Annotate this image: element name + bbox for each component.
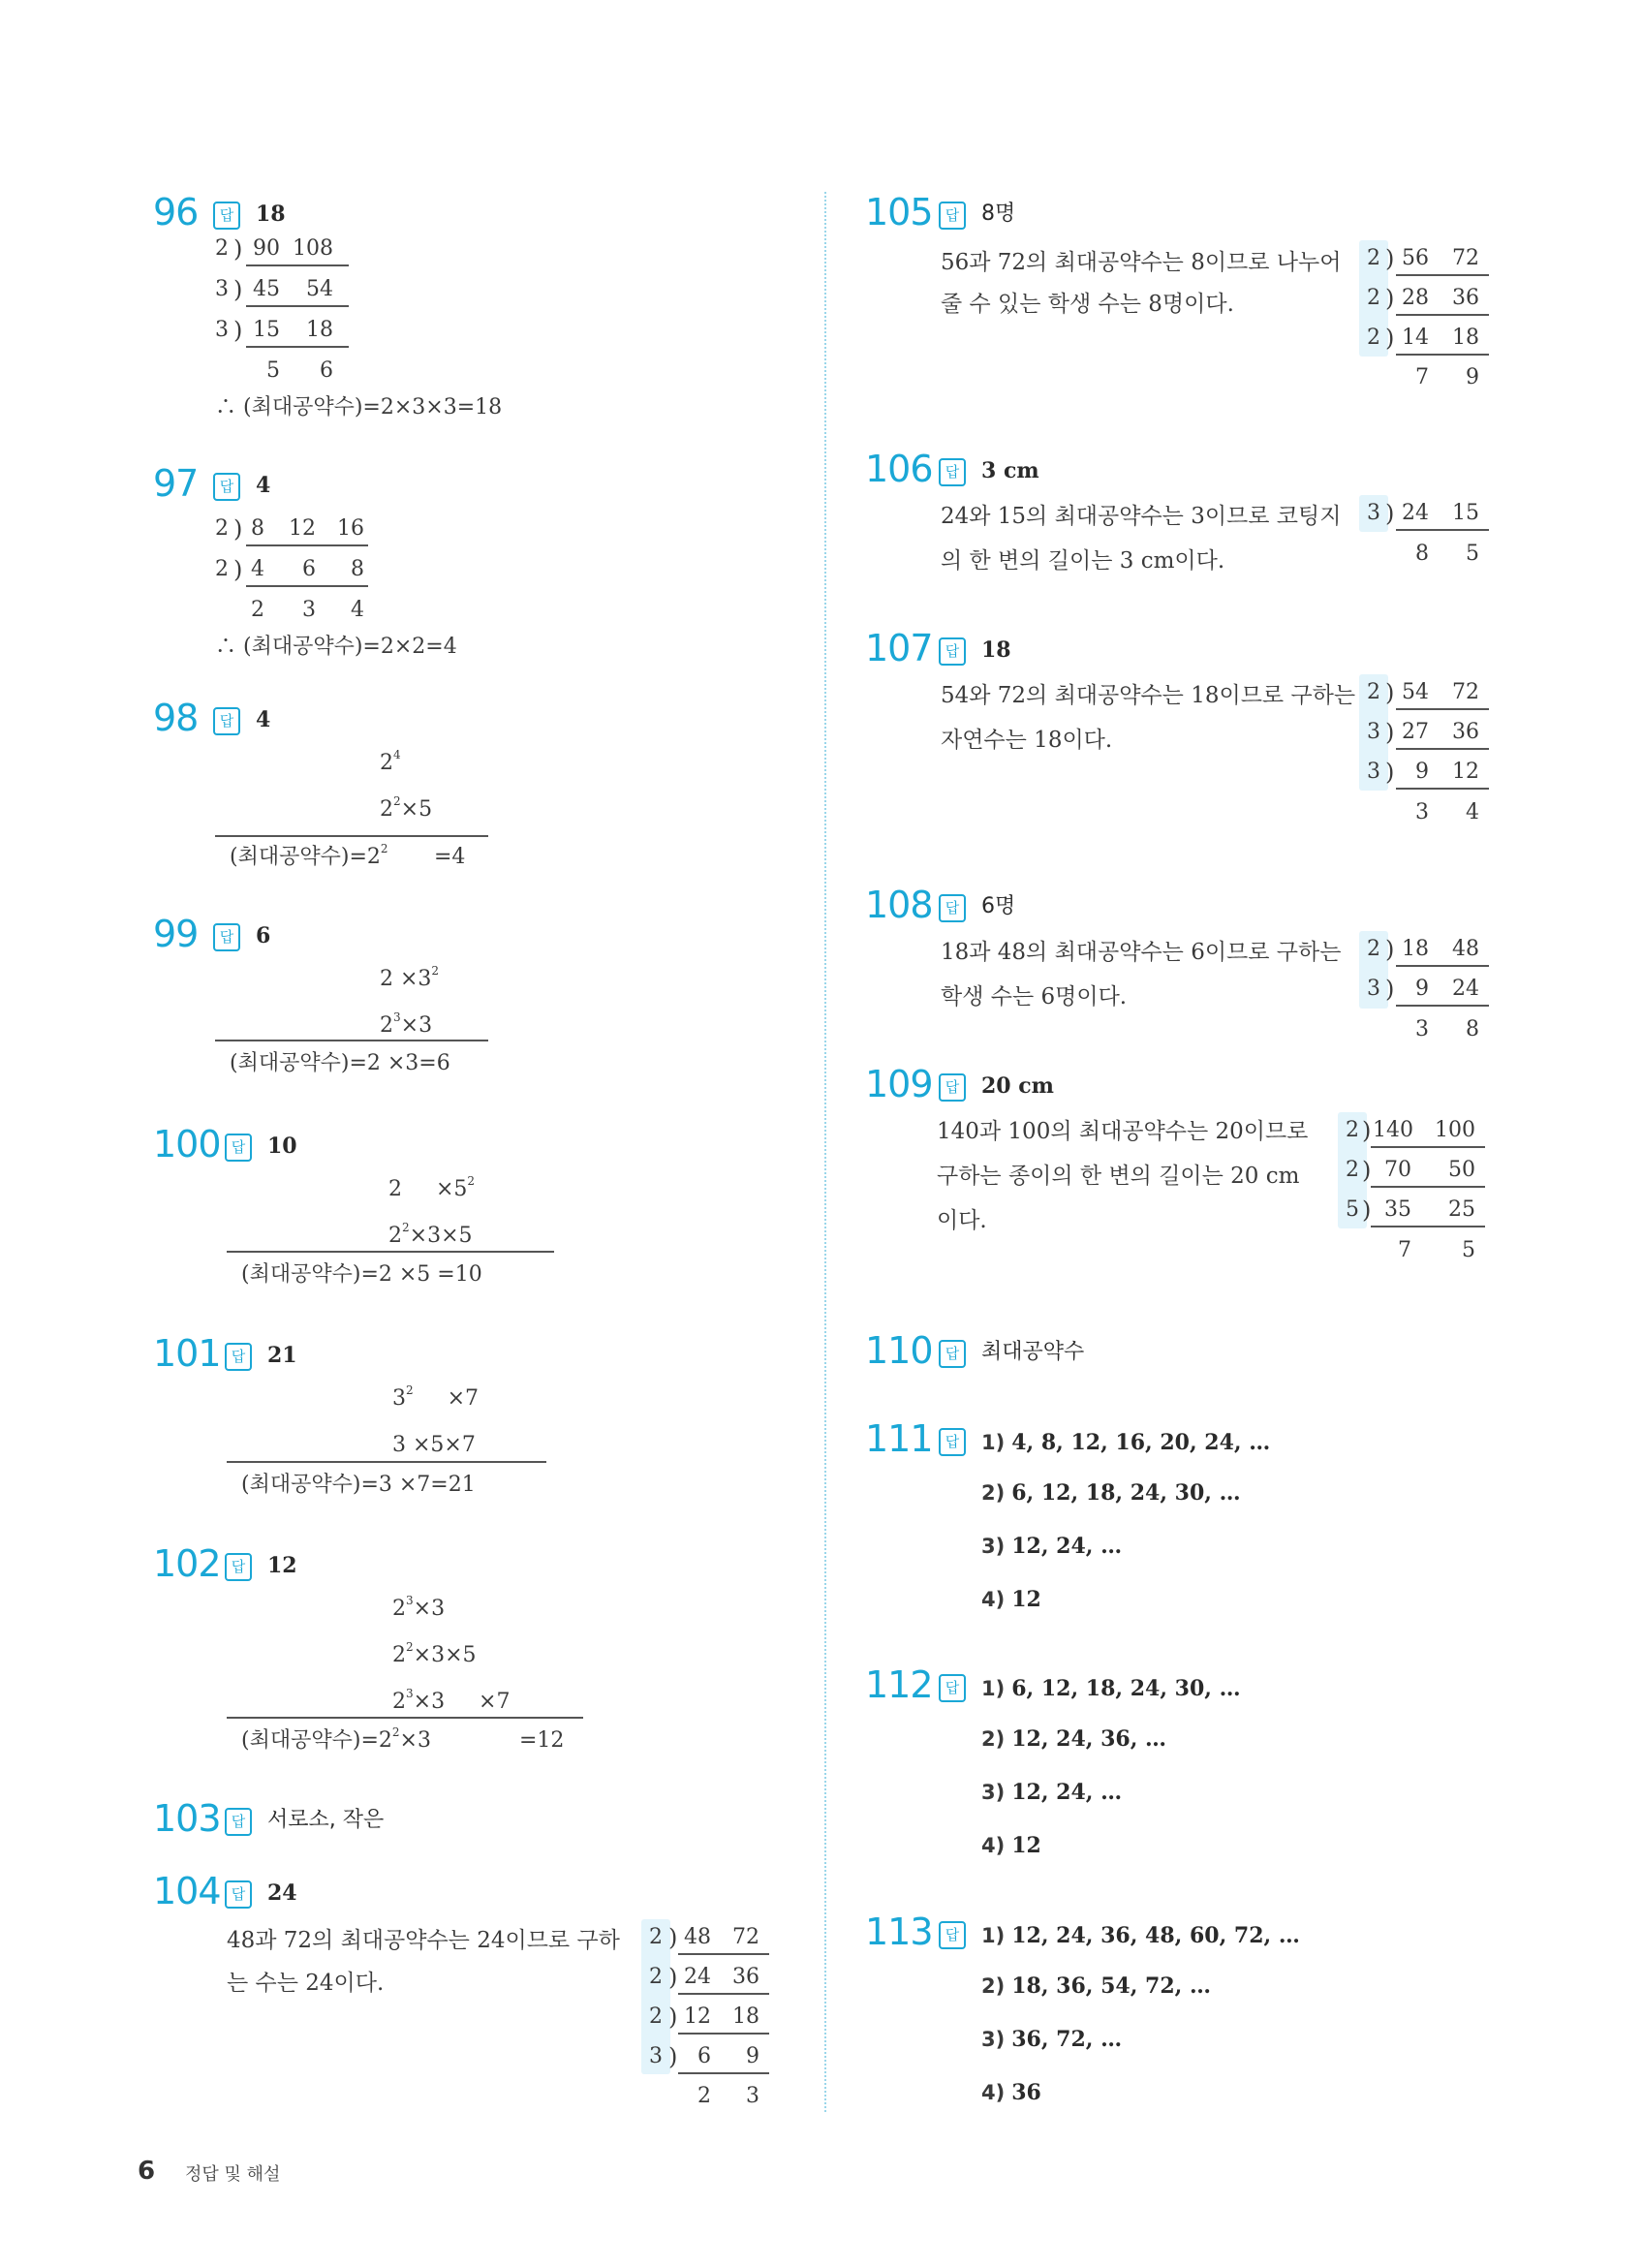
answer-badge-icon: 답 — [939, 1073, 966, 1102]
sub-answer: 4) 12 — [981, 1587, 1041, 1612]
divisor: 3 — [1367, 977, 1380, 1001]
quotient: 2 — [251, 598, 264, 622]
division-bracket: ) — [233, 317, 243, 344]
quotient: 5 — [1466, 542, 1479, 566]
explanation-line: 학생 수는 6명이다. — [941, 984, 1128, 1010]
dividend: 35 — [1384, 1197, 1411, 1222]
dividend: 18 — [1452, 326, 1479, 350]
division-line — [246, 305, 349, 307]
answer-value: 6 — [256, 923, 271, 948]
answer-value: 24 — [267, 1880, 297, 1906]
quotient: 3 — [1415, 1017, 1429, 1041]
dividend: 54 — [1402, 680, 1429, 704]
dividend: 15 — [253, 318, 280, 342]
explanation-line: 24와 15의 최대공약수는 3이므로 코팅지 — [941, 504, 1342, 529]
answer-badge-icon: 답 — [939, 1921, 966, 1949]
divisor: 5 — [1346, 1197, 1359, 1222]
quotient: 5 — [1462, 1238, 1475, 1262]
problem-number: 100 — [153, 1123, 221, 1165]
answer-value: 21 — [267, 1343, 297, 1368]
problem-number: 98 — [153, 697, 199, 739]
problem-101 — [153, 1332, 637, 1509]
sub-answer: 3) 12, 24, … — [981, 1780, 1123, 1805]
division-bracket: ) — [233, 235, 243, 263]
sub-answer: 3) 12, 24, … — [981, 1534, 1123, 1559]
dividend: 18 — [732, 2004, 759, 2029]
problem-107 — [865, 627, 1504, 843]
answer-value: 서로소, 작은 — [267, 1808, 385, 1832]
division-bracket: ) — [668, 2043, 678, 2070]
dividend: 12 — [684, 2004, 711, 2029]
problem-number: 108 — [865, 884, 933, 926]
dividend: 25 — [1448, 1197, 1475, 1222]
dividend: 24 — [1402, 501, 1429, 525]
divisor: 3 — [649, 2044, 663, 2068]
division-line — [1371, 1146, 1485, 1148]
factorization: $2^2\times 5$ — [380, 794, 433, 822]
dividend: 54 — [306, 277, 333, 301]
explanation-line: 56과 72의 최대공약수는 8이므로 나누어 — [941, 250, 1342, 275]
divisor: 2 — [1367, 680, 1380, 704]
division-line — [1396, 274, 1489, 276]
page-number: 6 — [138, 2157, 156, 2186]
dividend: 36 — [732, 1965, 759, 1989]
division-bracket: ) — [1385, 759, 1395, 786]
dividend: 36 — [1452, 720, 1479, 744]
dividend: 48 — [684, 1925, 711, 1949]
gcd-result-value: =4 — [434, 845, 466, 869]
dividend: 16 — [337, 516, 364, 541]
answer-badge-icon: 답 — [225, 1343, 252, 1371]
problem-number: 101 — [153, 1332, 221, 1375]
problem-number: 112 — [865, 1663, 933, 1706]
sub-answer: 1) 12, 24, 36, 48, 60, 72, … — [981, 1923, 1300, 1948]
divisor: 2 — [649, 1965, 663, 1989]
answer-badge-icon: 답 — [939, 894, 966, 922]
factorization: $2^4$ — [380, 748, 401, 775]
divisor: 2 — [1346, 1118, 1359, 1142]
division-line — [246, 346, 349, 348]
answer-badge-icon: 답 — [213, 473, 240, 501]
factorization: 3 ×5×7 — [392, 1433, 476, 1457]
divisor: 3 — [215, 318, 229, 342]
dividend: 45 — [253, 277, 280, 301]
factorization: $2^2\times 3\times 5$ — [388, 1221, 473, 1248]
problem-number: 105 — [865, 191, 933, 233]
dividend: 72 — [1452, 680, 1479, 704]
dividend: 72 — [732, 1925, 759, 1949]
answer-value: 8명 — [981, 202, 1016, 226]
answer-badge-icon: 답 — [939, 1428, 966, 1456]
division-line — [1396, 529, 1489, 531]
answer-badge-icon: 답 — [225, 1880, 252, 1909]
answer-value: 4 — [256, 473, 271, 498]
result-line — [227, 1251, 554, 1253]
explanation-line: 48과 72의 최대공약수는 24이므로 구하 — [227, 1928, 620, 1953]
divisor: 2 — [215, 557, 229, 581]
division-line — [246, 585, 368, 587]
quotient: 8 — [1466, 1017, 1479, 1041]
gcd-result: (최대공약수)=2 ×3=6 — [230, 1051, 450, 1075]
quotient: 3 — [302, 598, 316, 622]
dividend: 100 — [1435, 1118, 1475, 1142]
dividend: 8 — [351, 557, 364, 581]
divisor: 2 — [215, 516, 229, 541]
divisor: 2 — [215, 236, 229, 261]
dividend: 24 — [1452, 977, 1479, 1001]
answer-value: 최대공약수 — [981, 1340, 1085, 1364]
sub-answer: 1) 6, 12, 18, 24, 30, … — [981, 1676, 1241, 1701]
footer-section-label: 정답 및 해설 — [185, 2164, 281, 2185]
result-line — [215, 1040, 488, 1041]
quotient: 9 — [1466, 365, 1479, 389]
answer-value: 18 — [981, 637, 1011, 663]
division-bracket: ) — [1385, 285, 1395, 312]
problem-109 — [865, 1063, 1504, 1289]
dividend: 36 — [1452, 286, 1479, 310]
sub-answer: 2) 6, 12, 18, 24, 30, … — [981, 1480, 1241, 1506]
division-bracket: ) — [1385, 245, 1395, 272]
problem-number: 113 — [865, 1911, 933, 1953]
explanation-line: 이다. — [937, 1208, 987, 1233]
division-bracket: ) — [233, 276, 243, 303]
division-line — [246, 544, 368, 546]
quotient: 4 — [1466, 800, 1479, 824]
divisor: 2 — [1346, 1158, 1359, 1182]
quotient: 5 — [266, 358, 280, 383]
answer-badge-icon: 답 — [939, 458, 966, 486]
quotient: 8 — [1415, 542, 1429, 566]
column-divider — [824, 192, 826, 2112]
answer-badge-icon: 답 — [225, 1553, 252, 1581]
quotient: 7 — [1415, 365, 1429, 389]
division-bracket: ) — [1362, 1196, 1372, 1224]
factorization: $2^3\times 3$ — [380, 1010, 433, 1038]
result-line — [227, 1717, 583, 1719]
divisor: 2 — [1367, 286, 1380, 310]
dividend: 90 — [253, 236, 280, 261]
dividend: 9 — [746, 2044, 759, 2068]
gcd-result: (최대공약수)$=2^2\times 3$ — [241, 1725, 431, 1753]
dividend: 6 — [697, 2044, 711, 2068]
factorization: $2^3\times 3$ — [392, 1594, 446, 1621]
division-line — [1396, 314, 1489, 316]
dividend: 70 — [1384, 1158, 1411, 1182]
sub-answer: 4) 12 — [981, 1833, 1041, 1858]
factorization: $2^2\times 3\times 5$ — [392, 1640, 477, 1667]
division-line — [1396, 708, 1489, 710]
problem-102 — [153, 1542, 637, 1758]
problem-105 — [865, 191, 1504, 407]
quotient: 7 — [1398, 1238, 1411, 1262]
quotient: 3 — [1415, 800, 1429, 824]
problem-number: 103 — [153, 1797, 221, 1840]
division-bracket: ) — [1362, 1157, 1372, 1184]
answer-value: 12 — [267, 1553, 297, 1578]
factorization: 2 $\times 5^2$ — [388, 1174, 476, 1201]
division-line — [246, 264, 349, 266]
problem-number: 109 — [865, 1063, 933, 1105]
dividend: 18 — [306, 318, 333, 342]
explanation-line: 구하는 종이의 한 변의 길이는 20 cm — [937, 1164, 1300, 1189]
dividend: 27 — [1402, 720, 1429, 744]
answer-value: 18 — [256, 202, 286, 227]
divisor: 2 — [649, 1925, 663, 1949]
problem-104 — [153, 1870, 773, 2115]
answer-badge-icon: 답 — [939, 1674, 966, 1702]
division-bracket: ) — [668, 1924, 678, 1951]
explanation-line: 자연수는 18이다. — [941, 728, 1113, 753]
problem-108 — [865, 886, 1504, 1051]
division-bracket: ) — [1385, 719, 1395, 746]
dividend: 50 — [1448, 1158, 1475, 1182]
division-bracket: ) — [1385, 325, 1395, 352]
dividend: 108 — [293, 236, 333, 261]
divisor: 2 — [649, 2004, 663, 2029]
problem-110 — [865, 1329, 1504, 1376]
division-line — [678, 2033, 769, 2035]
result-line — [227, 1461, 546, 1463]
problem-97 — [153, 462, 637, 668]
gcd-result-value: =12 — [519, 1728, 565, 1753]
gcd-result: (최대공약수)=2 ×5 =10 — [241, 1262, 482, 1287]
division-line — [1396, 965, 1489, 967]
gcd-result: (최대공약수)$=2^2$ — [230, 842, 388, 869]
dividend: 24 — [684, 1965, 711, 1989]
problem-106 — [865, 450, 1504, 586]
problem-100 — [153, 1123, 637, 1300]
problem-98 — [153, 699, 637, 874]
division-line — [1371, 1186, 1485, 1188]
divisor: 3 — [1367, 501, 1380, 525]
answer-badge-icon: 답 — [213, 707, 240, 735]
factorization: $2 \times 3^2$ — [380, 964, 440, 991]
answer-value: 6명 — [981, 894, 1016, 918]
division-bracket: ) — [1385, 936, 1395, 963]
divisor: 2 — [1367, 937, 1380, 961]
divisor: 2 — [1367, 246, 1380, 270]
dividend: 48 — [1452, 937, 1479, 961]
answer-badge-icon: 답 — [939, 1340, 966, 1368]
quotient: 4 — [351, 598, 364, 622]
dividend: 9 — [1415, 760, 1429, 784]
factorization: $3^2$ ×7 — [392, 1383, 480, 1411]
problem-number: 107 — [865, 627, 933, 669]
dividend: 15 — [1452, 501, 1479, 525]
division-bracket: ) — [668, 1964, 678, 1991]
sub-answer: 2) 12, 24, 36, … — [981, 1726, 1167, 1752]
dividend: 4 — [251, 557, 264, 581]
problem-103 — [153, 1797, 637, 1844]
dividend: 28 — [1402, 286, 1429, 310]
sub-answer: 1) 4, 8, 12, 16, 20, 24, … — [981, 1430, 1271, 1455]
sub-answer: 2) 18, 36, 54, 72, … — [981, 1973, 1211, 1999]
division-line — [678, 1953, 769, 1955]
answer-value: 10 — [267, 1134, 297, 1159]
answer-badge-icon: 답 — [213, 923, 240, 951]
divisor: 3 — [1367, 760, 1380, 784]
conclusion: ∴ (최대공약수)=2×2=4 — [215, 635, 457, 659]
dividend: 8 — [251, 516, 264, 541]
divisor: 3 — [1367, 720, 1380, 744]
problem-number: 110 — [865, 1329, 933, 1372]
problem-number: 111 — [865, 1417, 933, 1460]
division-bracket: ) — [1385, 976, 1395, 1003]
dividend: 18 — [1402, 937, 1429, 961]
gcd-result: (최대공약수)=3 ×7=21 — [241, 1473, 476, 1497]
problem-number: 106 — [865, 448, 933, 490]
dividend: 12 — [289, 516, 316, 541]
dividend: 140 — [1373, 1118, 1413, 1142]
answer-badge-icon: 답 — [939, 637, 966, 666]
division-bracket: ) — [233, 515, 243, 543]
division-bracket: ) — [233, 556, 243, 583]
problem-112 — [865, 1663, 1504, 1860]
answer-badge-icon: 답 — [939, 202, 966, 230]
explanation-line: 18과 48의 최대공약수는 6이므로 구하는 — [941, 940, 1342, 965]
division-line — [1371, 1226, 1485, 1227]
answer-badge-icon: 답 — [225, 1808, 252, 1836]
division-line — [1396, 1005, 1489, 1007]
answer-value: 4 — [256, 707, 271, 732]
explanation-line: 는 수는 24이다. — [227, 1971, 385, 1996]
dividend: 6 — [302, 557, 316, 581]
division-bracket: ) — [668, 2004, 678, 2031]
dividend: 72 — [1452, 246, 1479, 270]
quotient: 3 — [746, 2084, 759, 2108]
sub-answer: 3) 36, 72, … — [981, 2027, 1123, 2052]
answer-value: 20 cm — [981, 1073, 1054, 1099]
division-bracket: ) — [1385, 679, 1395, 706]
problem-number: 97 — [153, 462, 199, 505]
division-line — [678, 1993, 769, 1995]
problem-99 — [153, 913, 637, 1090]
division-line — [678, 2072, 769, 2074]
problem-96 — [153, 191, 637, 426]
dividend: 12 — [1452, 760, 1479, 784]
division-bracket: ) — [1362, 1117, 1372, 1144]
sub-answer: 4) 36 — [981, 2080, 1041, 2105]
problem-number: 99 — [153, 913, 199, 955]
divisor: 2 — [1367, 326, 1380, 350]
answer-badge-icon: 답 — [225, 1134, 252, 1162]
problem-111 — [865, 1417, 1504, 1614]
dividend: 14 — [1402, 326, 1429, 350]
explanation-line: 140과 100의 최대공약수는 20이므로 — [937, 1119, 1309, 1144]
factorization: $2^3\times 3$ ×7 — [392, 1687, 511, 1714]
problem-number: 104 — [153, 1870, 221, 1912]
conclusion: ∴ (최대공약수)=2×3×3=18 — [215, 395, 503, 419]
problem-number: 96 — [153, 191, 199, 233]
division-bracket: ) — [1385, 500, 1395, 527]
explanation-line: 줄 수 있는 학생 수는 8명이다. — [941, 292, 1234, 317]
problem-113 — [865, 1913, 1504, 2107]
answer-value: 3 cm — [981, 458, 1039, 483]
quotient: 6 — [320, 358, 333, 383]
division-line — [1396, 354, 1489, 356]
dividend: 9 — [1415, 977, 1429, 1001]
division-line — [1396, 748, 1489, 750]
division-line — [1396, 788, 1489, 790]
problem-number: 102 — [153, 1542, 221, 1585]
dividend: 56 — [1402, 246, 1429, 270]
explanation-line: 의 한 변의 길이는 3 cm이다. — [941, 548, 1225, 574]
quotient: 2 — [697, 2084, 711, 2108]
explanation-line: 54와 72의 최대공약수는 18이므로 구하는 — [941, 683, 1356, 708]
result-line — [215, 835, 488, 837]
answer-badge-icon: 답 — [213, 202, 240, 230]
divisor: 3 — [215, 277, 229, 301]
